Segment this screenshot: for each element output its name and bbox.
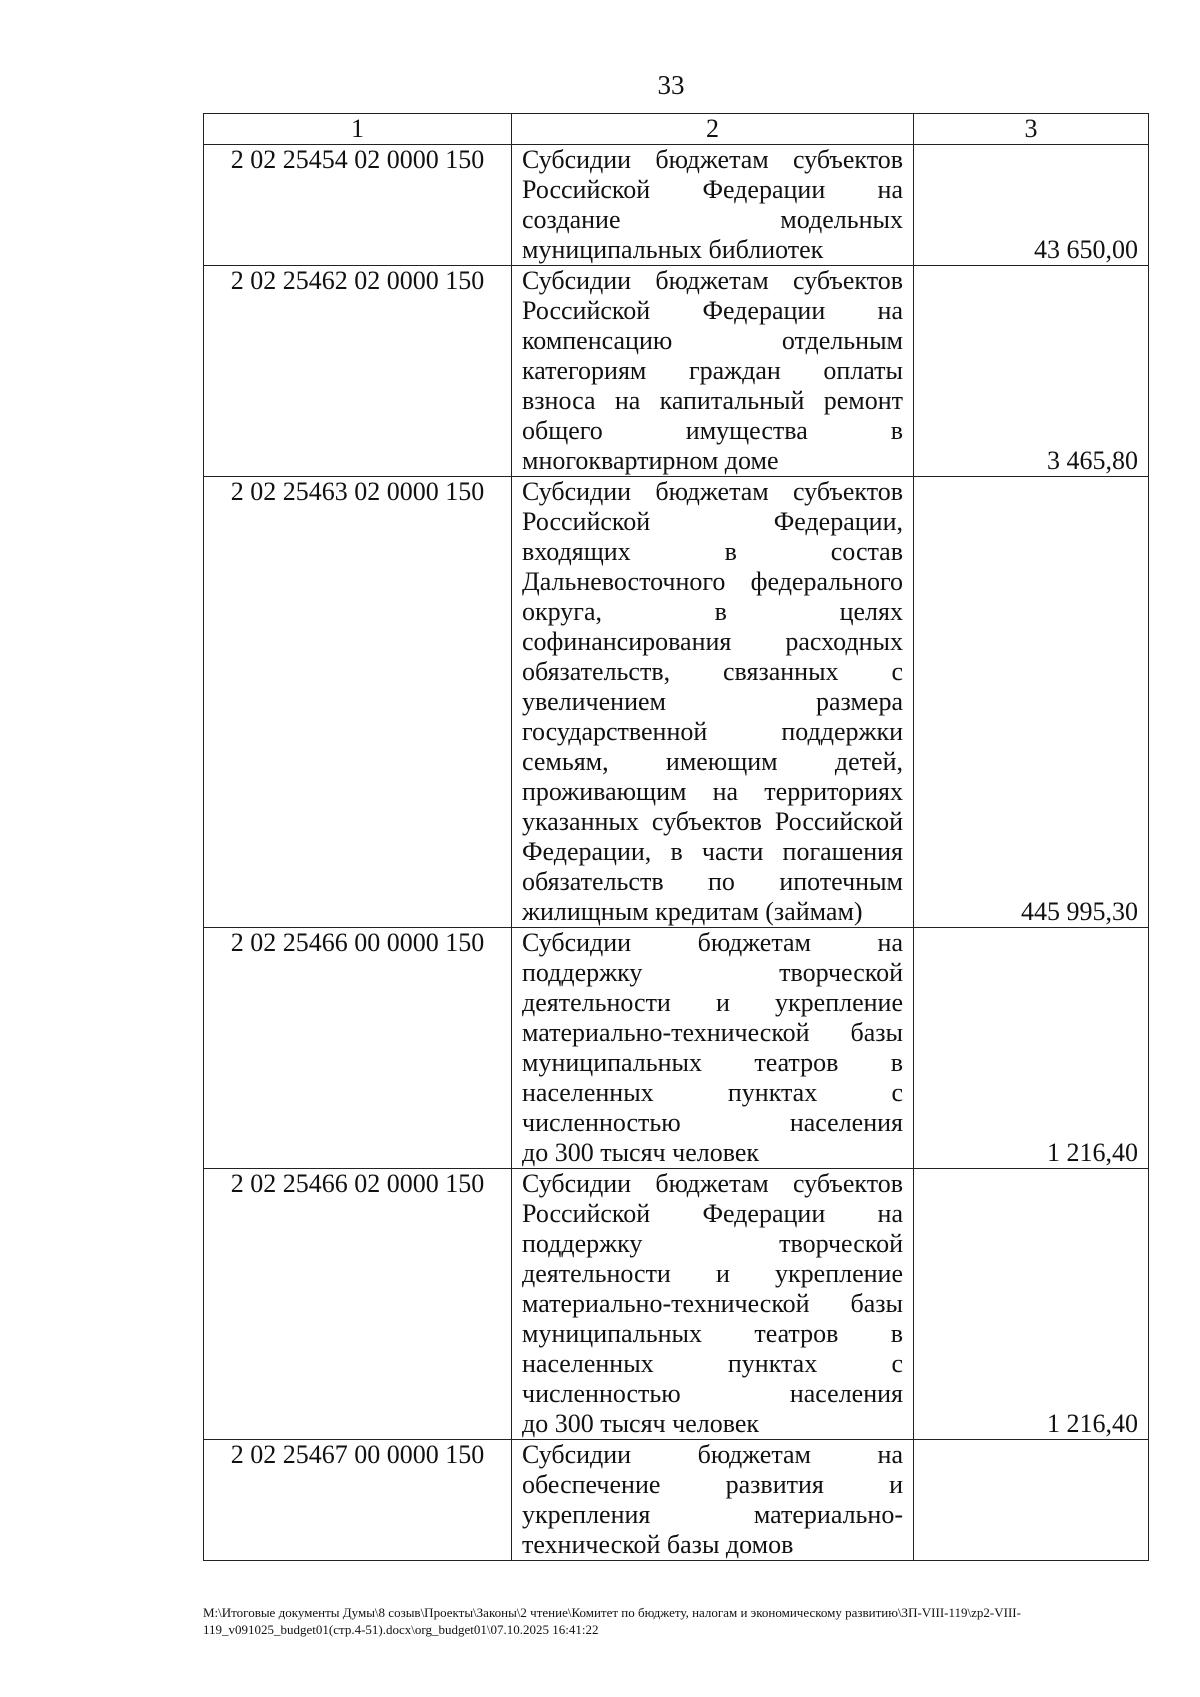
description-line: поддержку творческой: [522, 958, 903, 987]
column-header-amount: 3: [914, 114, 1149, 145]
description-line: софинансирования расходных: [522, 627, 903, 656]
table-row: [204, 928, 1149, 1169]
description-line: населенных пунктах с: [522, 1078, 903, 1107]
budget-classification-code: 2 02 25466 02 0000 150: [204, 1169, 512, 1440]
description-line: укрепления материально-: [522, 1500, 903, 1529]
description-line: указанных субъектов Российской: [522, 807, 903, 836]
description-line: обязательств по ипотечным: [522, 867, 903, 896]
amount-value: 3 465,80: [914, 266, 1149, 477]
description-line: поддержку творческой: [522, 1229, 903, 1258]
description-line: деятельности и укрепление: [522, 988, 903, 1017]
description-line: численностью населения: [522, 1379, 903, 1408]
description-line: Субсидии бюджетам на: [522, 1440, 903, 1469]
description-line: категориям граждан оплаты: [522, 356, 903, 385]
description-line: материально-технической базы: [522, 1289, 903, 1318]
description-line: округа, в целях: [522, 597, 903, 626]
description-line: технической базы домов: [522, 1530, 794, 1559]
description-line: общего имущества в: [522, 416, 903, 445]
table-row: [204, 1440, 1149, 1561]
table-row: [204, 1169, 1149, 1440]
description-line: Субсидии бюджетам субъектов: [522, 477, 903, 506]
description-line: Российской Федерации на: [522, 296, 903, 325]
description-line: семьям, имеющим детей,: [522, 747, 903, 776]
description-line: Субсидии бюджетам субъектов: [522, 145, 903, 174]
description-line: Субсидии бюджетам на: [522, 928, 903, 957]
amount-value: [914, 1440, 1149, 1561]
amount-value: 445 995,30: [914, 477, 1149, 928]
description-line: увеличением размера: [522, 687, 903, 716]
description-line: Российской Федерации,: [522, 507, 903, 536]
amount-value: 43 650,00: [914, 145, 1149, 266]
description-line: обязательств, связанных с: [522, 657, 903, 686]
description-line: жилищным кредитам (займам): [522, 897, 863, 926]
revenue-description: [512, 477, 914, 928]
description-line: Субсидии бюджетам субъектов: [522, 1169, 903, 1198]
description-line: до 300 тысяч человек: [522, 1409, 760, 1438]
revenue-description: [512, 1169, 914, 1440]
document-file-path-footer: [203, 1604, 1148, 1638]
description-line: государственной поддержки: [522, 717, 903, 746]
revenue-description: [512, 266, 914, 477]
revenue-description: [512, 1440, 914, 1561]
description-line: муниципальных театров в: [522, 1319, 903, 1348]
description-line: муниципальных библиотек: [522, 235, 824, 264]
description-line: муниципальных театров в: [522, 1048, 903, 1077]
budget-classification-code: 2 02 25463 02 0000 150: [204, 477, 512, 928]
file-path-line-1: M:\Итоговые документы Думы\8 созыв\Проекты\Законы\2 чтение\Комитет по бюджету, налогам и экономическому развитию\ЗП-VIII-119\zp2-VIII-: [203, 1605, 1021, 1620]
amount-value: 1 216,40: [914, 928, 1149, 1169]
table-header-row: [204, 114, 1149, 145]
revenue-description: [512, 928, 914, 1169]
description-line: населенных пунктах с: [522, 1349, 903, 1378]
budget-classification-code: 2 02 25466 00 0000 150: [204, 928, 512, 1169]
description-line: входящих в состав: [522, 537, 903, 566]
description-line: многоквартирном доме: [522, 446, 779, 475]
column-header-description: 2: [512, 114, 914, 145]
table-row: [204, 266, 1149, 477]
budget-classification-code: 2 02 25467 00 0000 150: [204, 1440, 512, 1561]
budget-revenue-table: [203, 113, 1149, 1561]
description-line: Субсидии бюджетам субъектов: [522, 266, 903, 295]
amount-value: 1 216,40: [914, 1169, 1149, 1440]
page-number: 33: [657, 70, 685, 100]
description-line: Российской Федерации на: [522, 175, 903, 204]
description-line: до 300 тысяч человек: [522, 1138, 760, 1167]
budget-classification-code: 2 02 25462 02 0000 150: [204, 266, 512, 477]
file-path-line-2: 119_v091025_budget01(стр.4-51).docx\org_budget01\07.10.2025 16:41:22: [203, 1622, 599, 1637]
table-row: [204, 477, 1149, 928]
column-header-code: 1: [204, 114, 512, 145]
description-line: компенсацию отдельным: [522, 326, 903, 355]
description-line: проживающим на территориях: [522, 777, 903, 806]
description-line: Дальневосточного федерального: [522, 567, 903, 596]
table-row: [204, 145, 1149, 266]
description-line: создание модельных: [522, 205, 903, 234]
description-line: взноса на капитальный ремонт: [522, 386, 903, 415]
revenue-description: [512, 145, 914, 266]
description-line: обеспечение развития и: [522, 1470, 903, 1499]
description-line: деятельности и укрепление: [522, 1259, 903, 1288]
description-line: материально-технической базы: [522, 1018, 903, 1047]
budget-classification-code: 2 02 25454 02 0000 150: [204, 145, 512, 266]
description-line: численностью населения: [522, 1108, 903, 1137]
description-line: Российской Федерации на: [522, 1199, 903, 1228]
description-line: Федерации, в части погашения: [522, 837, 903, 866]
